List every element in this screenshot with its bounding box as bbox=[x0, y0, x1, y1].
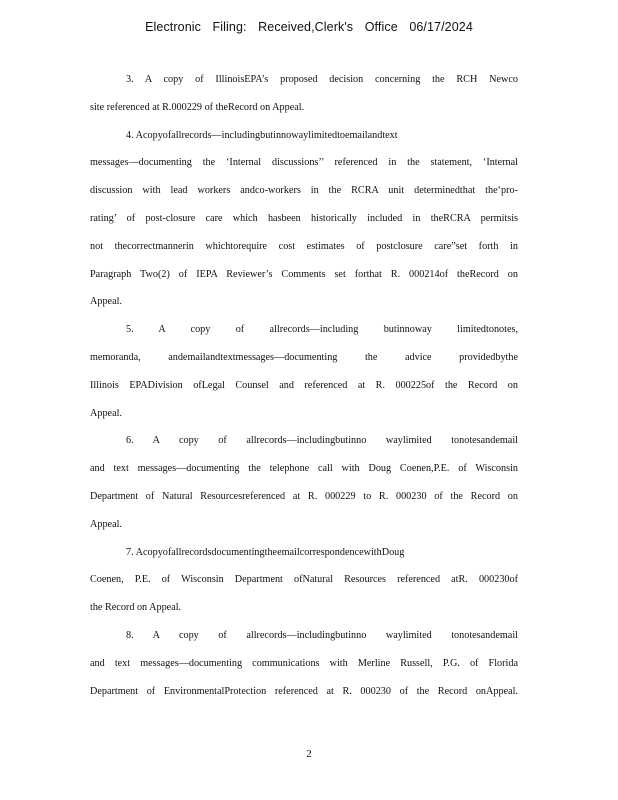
paragraph-line: Appeal. bbox=[90, 296, 122, 308]
paragraph-line: Department of EnvironmentalProtection referenced at R. 000230 of the Record onAppeal. bbox=[90, 685, 518, 697]
paragraph-line: 5. A copy of allrecords—including butinnoway limitedtonotes, bbox=[126, 324, 518, 336]
document-body bbox=[90, 66, 518, 705]
paragraph-line: Appeal. bbox=[90, 407, 122, 419]
filing-header: Electronic Filing: Received,Clerk's Office 06/17/2024 bbox=[145, 20, 473, 34]
paragraph-line: 3. A copy of IllinoisEPA’s proposed decision concerning the RCH Newco bbox=[126, 74, 518, 85]
paragraph-line: Department of Natural Resourcesreferenced at R. 000229 to R. 000230 of the Record on bbox=[90, 490, 518, 502]
paragraph-line: and text messages—documenting the telephone call with Doug Coenen,P.E. of Wisconsin bbox=[90, 463, 518, 475]
paragraph-line: Paragraph Two(2) of IEPA Reviewer’s Comments set forthat R. 000214of theRecord on bbox=[90, 268, 518, 280]
paragraph-line: 7. AcopyofallrecordsdocumentingtheemailcorrespondencewithDoug bbox=[126, 546, 405, 558]
paragraph-line: site referenced at R.000229 of theRecord on Appeal. bbox=[90, 101, 305, 113]
paragraph-line: Appeal. bbox=[90, 518, 122, 530]
paragraph-line: 4. Acopyofallrecords—includingbutinnowaylimitedtoemailandtext bbox=[126, 129, 398, 141]
paragraph-line: Illinois EPADivision ofLegal Counsel and referenced at R. 000225of the Record on bbox=[90, 379, 518, 391]
paragraph-line: the Record on Appeal. bbox=[90, 602, 182, 614]
page-number: 2 bbox=[306, 748, 312, 760]
paragraph-line: memoranda, andemailandtextmessages—documenting the advice providedbythe bbox=[90, 351, 518, 363]
paragraph-line: discussion with lead workers andco-workers in the RCRA unit determinedthat the‘pro- bbox=[90, 185, 518, 197]
paragraph-line: not thecorrectmannerin whichtorequire cost estimates of postclosure care”set forth in bbox=[90, 240, 518, 252]
paragraph-line: 6. A copy of allrecords—includingbutinno waylimited tonotesandemail bbox=[126, 435, 518, 447]
paragraph-line: rating’ of post-closure care which hasbeen historically included in theRCRA permitsis bbox=[90, 212, 518, 224]
paragraph-line: Coenen, P.E. of Wisconsin Department ofNatural Resources referenced atR. 000230of bbox=[90, 574, 518, 586]
paragraph-line: 8. A copy of allrecords—includingbutinno waylimited tonotesandemail bbox=[126, 629, 518, 641]
paragraph-line: and text messages—documenting communications with Merline Russell, P.G. of Florida bbox=[90, 657, 518, 669]
paragraph-line: messages—documenting the ‘Internal discussions’’ referenced in the statement, ‘Internal bbox=[90, 157, 518, 169]
